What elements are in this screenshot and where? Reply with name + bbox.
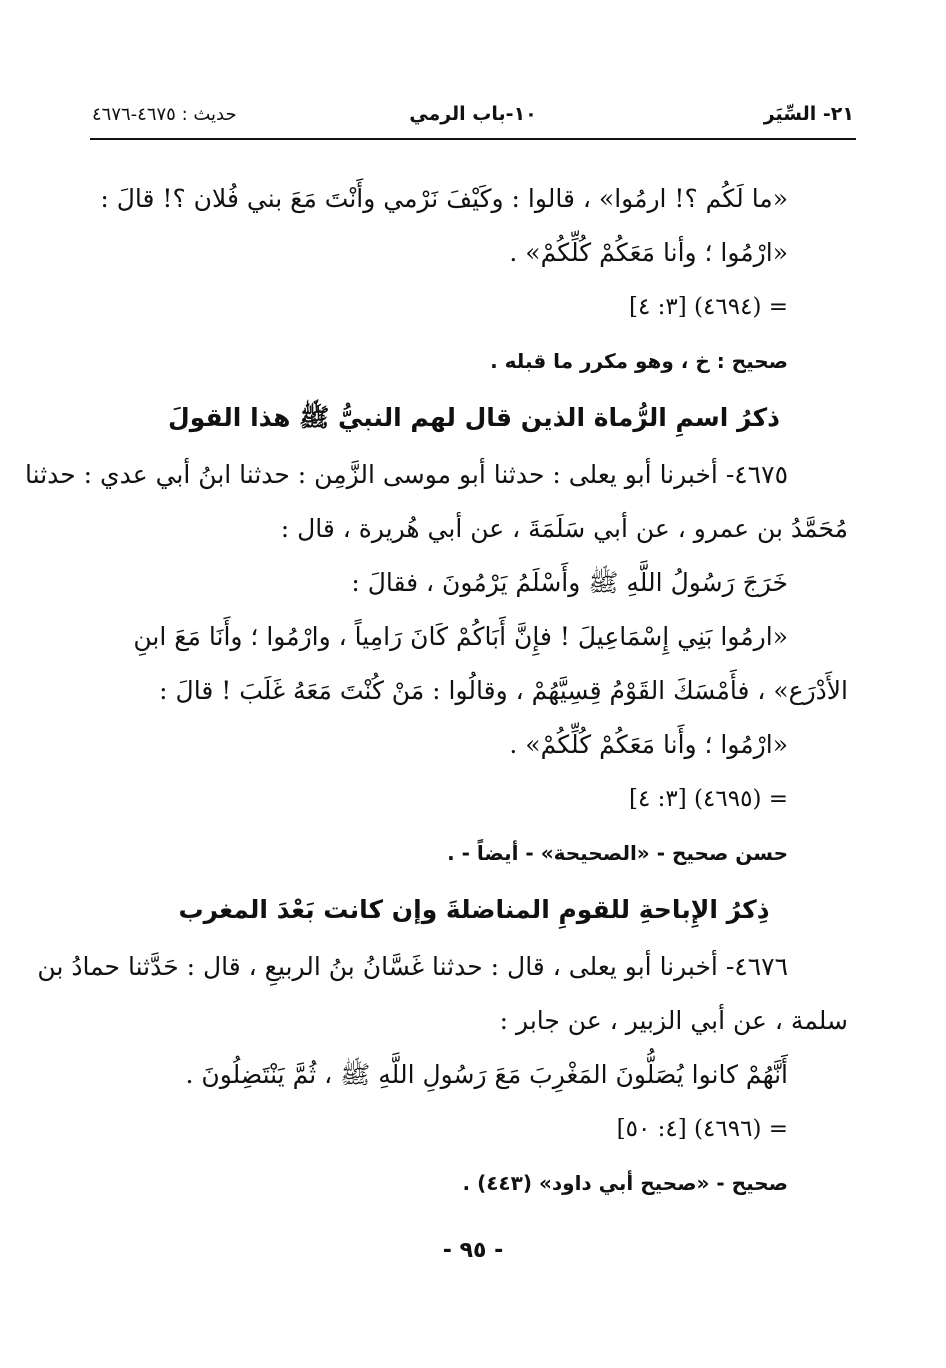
page-number: - ٩٥ -	[442, 1238, 504, 1263]
hadith-reference: = (٤٦٩٤) [٣: ٤]	[628, 294, 788, 320]
section-heading: ذِكرُ الإِباحةِ للقومِ المناضلةَ وإن كانت بَعْدَ المغرب	[178, 895, 770, 924]
hadith-reference: = (٤٦٩٦) [٤: ٥٠]	[616, 1116, 788, 1142]
hadith-grading: صحيح - «صحيح أبي داود» (٤٤٣) .	[462, 1171, 788, 1195]
header-chapter-title: ١٠-باب الرمي	[409, 103, 537, 125]
header-divider	[90, 138, 856, 140]
hadith-matn: خَرَجَ رَسُولُ اللَّهِ ﷺ وأَسْلَمُ يَرْمُونَ ، فقالَ :	[351, 568, 788, 597]
header-hadith-range: حديث : ٤٦٧٥-٤٦٧٦	[92, 103, 237, 125]
hadith-isnad: سلمة ، عن أبي الزبير ، عن جابر :	[499, 1006, 848, 1035]
hadith-isnad: ٤٦٧٦- أخبرنا أبو يعلى ، قال : حدثنا غَسَّانُ بنُ الربيعِ ، قال : حَدَّثنا حمادُ بن	[37, 952, 788, 981]
hadith-matn: أَنَّهُمْ كانوا يُصَلُّونَ المَغْرِبَ مَعَ رَسُولِ اللَّهِ ﷺ ، ثُمَّ يَنْتَضِلُونَ .	[185, 1060, 788, 1089]
page-body	[25, 172, 848, 1210]
hadith-isnad: ٤٦٧٥- أخبرنا أبو يعلى : حدثنا أبو موسى الزَّمِن : حدثنا ابنُ أبي عدي : حدثنا	[25, 460, 788, 489]
running-header	[92, 96, 854, 132]
hadith-matn: «ارمُوا بَنِي إِسْمَاعِيلَ ! فإِنَّ أَبَاكُمْ كَانَ رَامِياً ، وارْمُوا ؛ وأَنَا مَعَ ابنِ	[133, 622, 788, 651]
text-line: «ارْمُوا ؛ وأنا مَعَكُمْ كُلِّكُمْ» .	[509, 238, 788, 267]
hadith-reference: = (٤٦٩٥) [٣: ٤]	[628, 786, 788, 812]
hadith-grading: حسن صحيح - «الصحيحة» - أيضاً - .	[447, 841, 788, 865]
section-heading: ذكرُ اسمِ الرُّماة الذين قال لهم النبيُّ ﷺ هذا القولَ	[168, 403, 780, 432]
hadith-grading: صحيح : خ ، وهو مكرر ما قبله .	[490, 349, 788, 373]
hadith-matn: الأَدْرَع» ، فأَمْسَكَ القَوْمُ قِسِيَّهُمْ ، وقالُوا : مَنْ كُنْتَ مَعَهُ غَلَبَ ! قالَ :	[159, 676, 848, 705]
hadith-matn: «ارْمُوا ؛ وأَنا مَعَكُمْ كُلِّكُمْ» .	[509, 730, 788, 759]
text-line: «ما لَكُم ؟! ارمُوا» ، قالوا : وكَيْفَ نَرْمي وأَنْتَ مَعَ بني فُلان ؟! قالَ :	[100, 184, 788, 213]
hadith-isnad: مُحَمَّدُ بن عمرو ، عن أبي سَلَمَةَ ، عن أبي هُريرة ، قال :	[280, 514, 848, 543]
header-book-title: ٢١- السِّيَر	[763, 103, 854, 125]
